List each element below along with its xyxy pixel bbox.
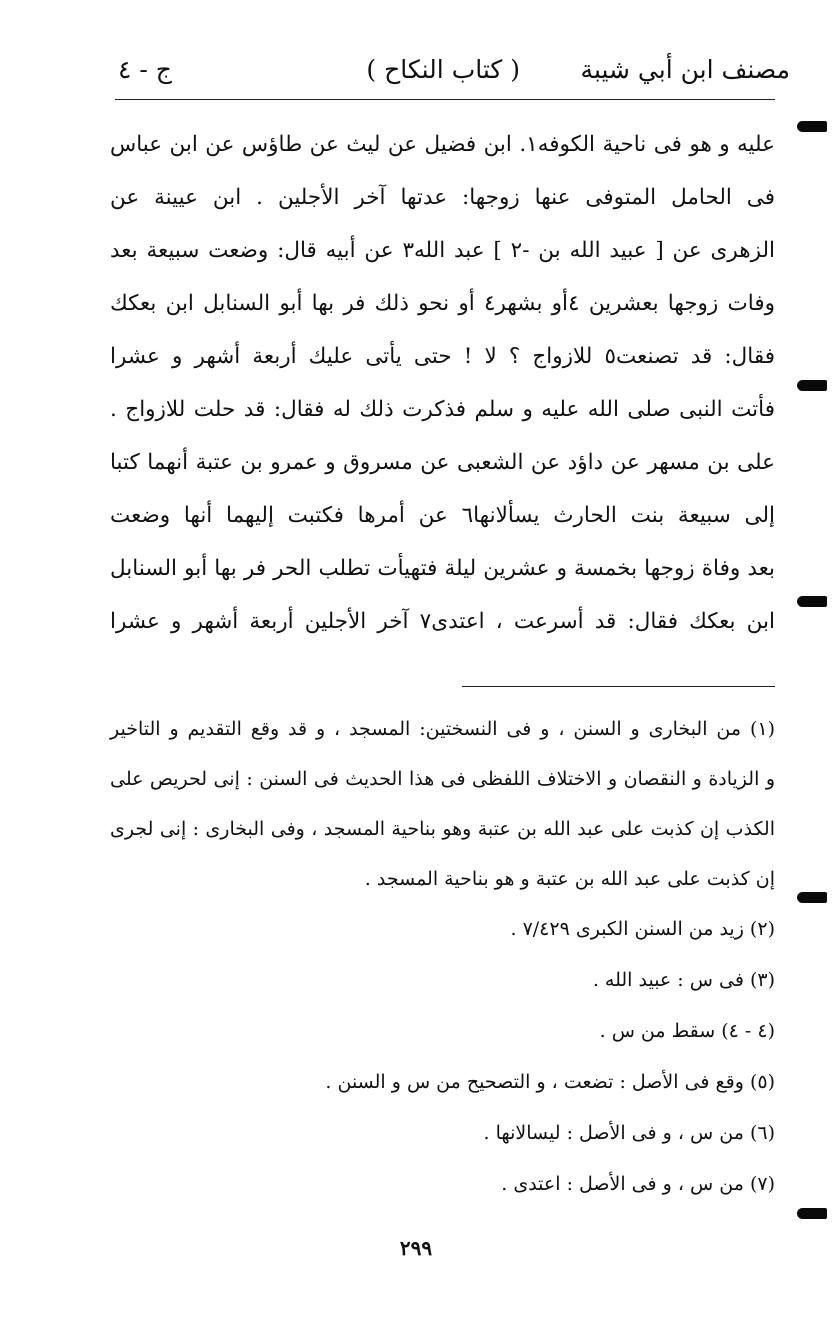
- footnote-1-line: (١) من البخارى و السنن ، و فى النسختين: المسجد ، و قد وقع التقديم و التاخير: [110, 718, 775, 740]
- footnote-1-line: و الزيادة و النقصان و الاختلاف اللفظى فى هذا الحديث فى السنن : إنى لحريص على: [110, 768, 775, 790]
- footnote-5: (٥) وقع فى الأصل : تضعت ، و التصحيح من س و السنن .: [325, 1071, 775, 1093]
- margin-marker: [797, 1208, 827, 1219]
- footnote-1-line: إن كذبت على عبد الله بن عتبة و هو بناحية المسجد .: [364, 868, 775, 890]
- footnote-3: (٣) فى س : عبيد الله .: [592, 969, 775, 991]
- text-line: فأتت النبى صلى الله عليه و سلم فذكرت ذلك له فقال: قد حلت للازواج .: [110, 397, 775, 422]
- footnote-2: (٢) زيد من السنن الكبرى ٧/٤٢٩ .: [510, 918, 775, 940]
- running-header: [110, 48, 790, 92]
- footnotes: [110, 704, 775, 1210]
- volume-label: ج - ٤: [118, 55, 172, 84]
- margin-marker: [797, 892, 827, 903]
- text-line: بعد وفاة زوجها بخمسة و عشرين ليلة فتهيأت تطلب الحر فر بها أبو السنابل: [110, 556, 775, 581]
- footnote-rule: [462, 686, 775, 687]
- text-line: فى الحامل المتوفى عنها زوجها: عدتها آخر الأجلين . ابن عيينة عن: [110, 185, 775, 210]
- chapter-title: ( كتاب النكاح ): [366, 55, 520, 84]
- margin-marker: [797, 121, 827, 132]
- text-line: وفات زوجها بعشرين ٤أو بشهر٤ أو نحو ذلك فر بها أبو السنابل ابن بعكك: [110, 291, 775, 316]
- text-line: ابن بعكك فقال: قد أسرعت ، اعتدى٧ آخر الأجلين أربعة أشهر و عشرا: [110, 609, 775, 634]
- margin-marker: [797, 380, 827, 391]
- footnote-4: (٤ - ٤) سقط من س .: [599, 1020, 775, 1042]
- margin-marker: [797, 596, 827, 607]
- text-line: على بن مسهر عن داؤد عن الشعبى عن مسروق و عمرو بن عتبة أنهما كتبا: [110, 450, 775, 475]
- footnote-1-line: الكذب إن كذبت على عبد الله بن عتبة وهو بناحية المسجد ، وفى البخارى : إنى لجرى: [110, 818, 775, 840]
- text-line: إلى سبيعة بنت الحارث يسألانها٦ عن أمرها فكتبت إليهما أنها وضعت: [110, 503, 775, 528]
- footnote-7: (٧) من س ، و فى الأصل : اعتدى .: [501, 1173, 775, 1195]
- text-line: عليه و هو فى ناحية الكوفه١. ابن فضيل عن ليث عن طاؤس عن ابن عباس: [110, 132, 775, 157]
- main-text: [110, 118, 775, 648]
- footnote-6: (٦) من س ، و فى الأصل : ليسالانها .: [483, 1122, 775, 1144]
- header-rule: [115, 99, 775, 100]
- text-line: الزهرى عن [ عبيد الله بن -٢ ] عبد الله٣ عن أبيه قال: وضعت سبيعة بعد: [110, 238, 775, 263]
- text-line: فقال: قد تصنعت٥ للازواج ؟ لا ! حتى يأتى عليك أربعة أشهر و عشرا: [110, 344, 776, 369]
- page-number: ٢٩٩: [399, 1236, 433, 1260]
- book-title: مصنف ابن أبي شيبة: [580, 55, 790, 84]
